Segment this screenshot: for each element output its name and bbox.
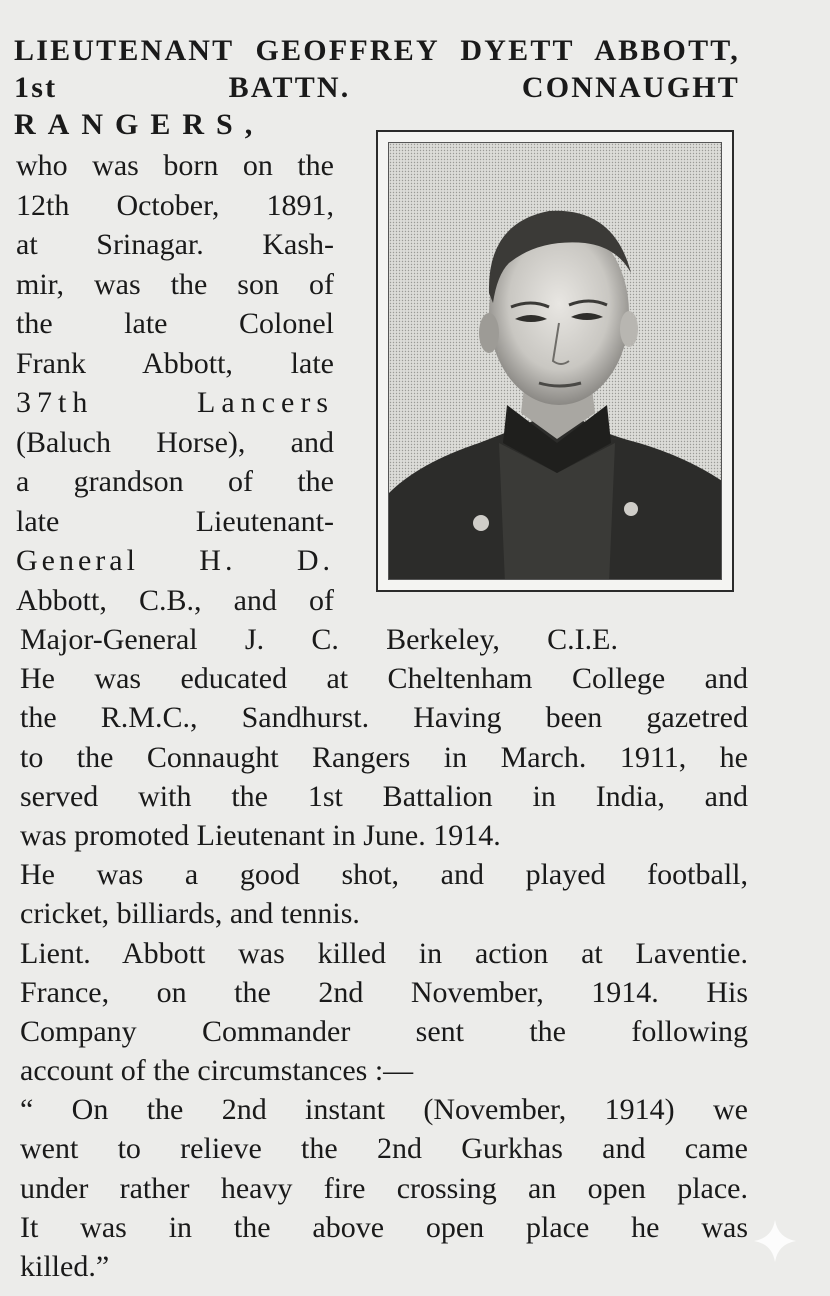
text-line: He was educated at Cheltenham College and: [20, 662, 748, 696]
text-line: General H. D.: [16, 544, 334, 577]
text-line: 37th Lancers: [16, 386, 334, 419]
text-line: Lient. Abbott was killed in action at Laventie.: [20, 936, 748, 970]
text-line: cricket, billiards, and tennis.: [20, 897, 360, 931]
portrait-frame: [376, 130, 734, 592]
text-line: went to relieve the 2nd Gurkhas and came: [20, 1132, 748, 1166]
text-line: Company Commander sent the following: [20, 1014, 748, 1048]
text-line: It was in the above open place he was: [20, 1210, 748, 1244]
text-line: Abbott, C.B., and of: [16, 583, 334, 617]
biography-column: [16, 146, 334, 620]
text-line: (Baluch Horse), and: [16, 425, 334, 459]
biography-body: [20, 620, 748, 1286]
text-line: to the Connaught Rangers in March. 1911, he: [20, 740, 748, 774]
text-line: a grandson of the: [16, 465, 334, 498]
text-line: was promoted Lieutenant in June. 1914.: [20, 818, 501, 852]
text-line: He was a good shot, and played football,: [20, 858, 748, 892]
text-line: 12th October, 1891,: [16, 188, 334, 222]
text-line: France, on the 2nd November, 1914. His: [20, 975, 748, 1009]
text-line: Major-General J. C. Berkeley, C.I.E.: [20, 623, 618, 656]
text-line: account of the circumstances :—: [20, 1054, 414, 1088]
text-line: the late Colonel: [16, 307, 334, 340]
page-title: LIEUTENANT GEOFFREY DYETT ABBOTT, 1st BATTN. CONNAUGHT: [14, 34, 740, 104]
text-line: served with the 1st Battalion in India, and: [20, 779, 748, 813]
text-line: under rather heavy fire crossing an open place.: [20, 1171, 748, 1205]
text-line: Frank Abbott, late: [16, 346, 334, 380]
portrait-photo: [388, 142, 722, 580]
sparkle-icon: [752, 1218, 798, 1264]
text-line: mir, was the son of: [16, 267, 334, 301]
text-line: late Lieutenant-: [16, 504, 334, 538]
page-title-continuation: RANGERS,: [14, 108, 265, 141]
text-line: who was born on the: [16, 149, 334, 182]
text-line: at Srinagar. Kash-: [16, 228, 334, 261]
text-line: the R.M.C., Sandhurst. Having been gazetred: [20, 701, 748, 735]
text-line: “ On the 2nd instant (November, 1914) we: [20, 1093, 748, 1127]
portrait-photo-icon: [389, 143, 722, 580]
text-line: killed.”: [20, 1250, 110, 1283]
